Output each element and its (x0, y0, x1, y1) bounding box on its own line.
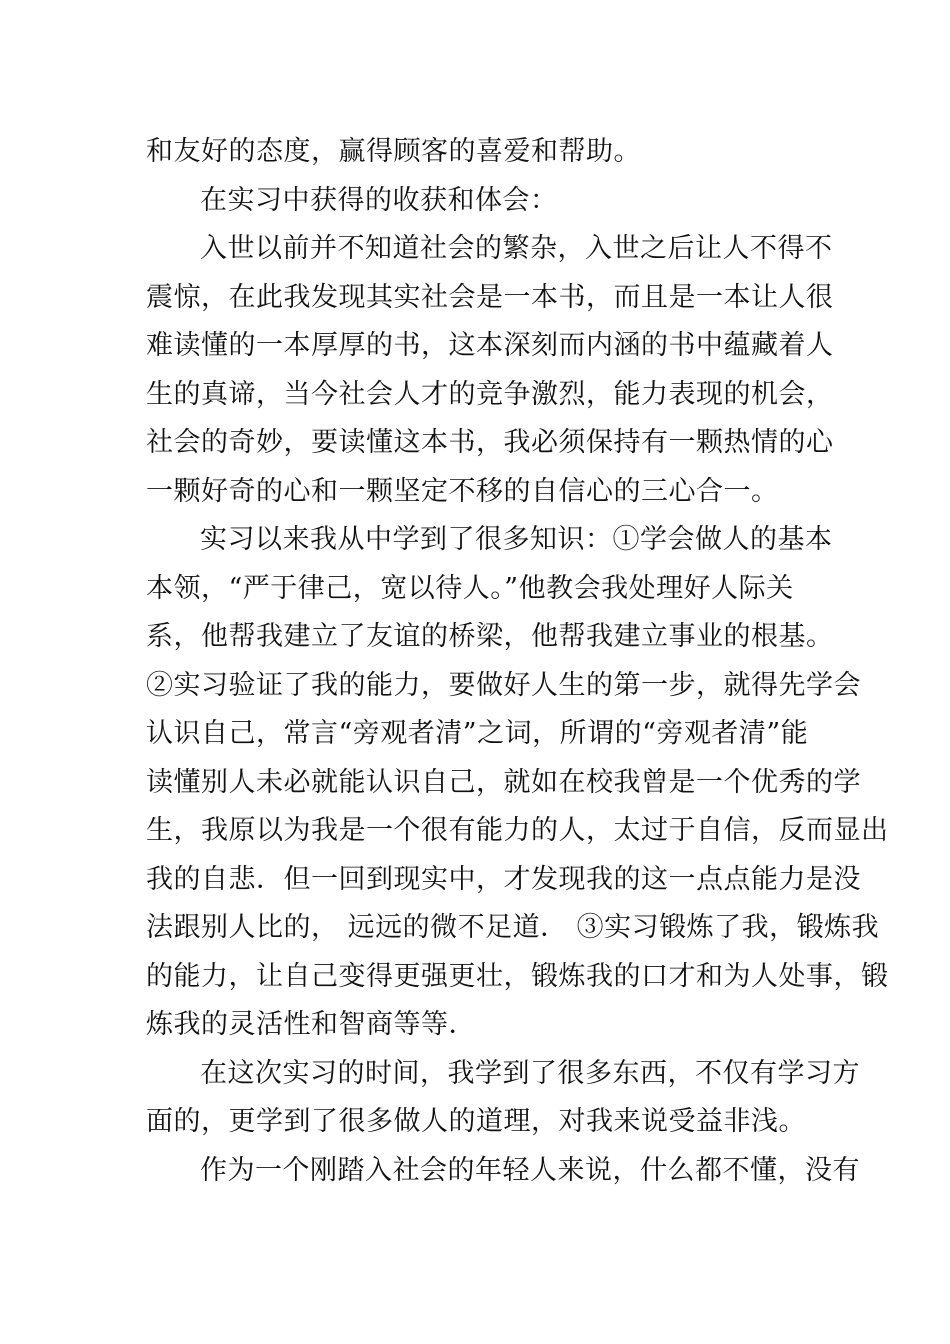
text-line: 在这次实习的时间，我学到了很多东西，不仅有学习方 (200, 1057, 860, 1089)
text-line: 和友好的态度，赢得顾客的喜爱和帮助。 (146, 136, 641, 167)
text-line: ②实习验证了我的能力，要做好人生的第一步，就得先学会 (146, 669, 861, 701)
text-line: 生的真谛，当今社会人才的竞争激烈，能力表现的机会， (146, 378, 834, 410)
text-line: 的能力，让自己变得更强更壮，锻炼我的口才和为人处事，锻 (146, 960, 889, 992)
text-line: 读懂别人未必就能认识自己，就如在校我曾是一个优秀的学 (146, 766, 861, 798)
text-line: 作为一个刚踏入社会的年轻人来说，什么都不懂，没有 (200, 1154, 860, 1186)
text-line: 入世以前并不知道社会的繁杂，入世之后让人不得不 (200, 233, 833, 264)
body-text (146, 128, 889, 1195)
text-line: 实习以来我从中学到了很多知识：①学会做人的基本 (200, 524, 833, 555)
text-line: 一颗好奇的心和一颗坚定不移的自信心的三心合一。 (146, 475, 779, 507)
text-line: 认识自己，常言“旁观者清”之词，所谓的“旁观者清”能 (146, 718, 809, 749)
text-line: 炼我的灵活性和智商等等． (146, 1009, 476, 1040)
text-line: 本领，“严于律己，宽以待人。”他教会我处理好人际关 (146, 572, 794, 604)
text-line: 法跟别人比的， 远远的微不足道． ③实习锻炼了我，锻炼我 (146, 912, 880, 943)
text-line: 系，他帮我建立了友谊的桥梁，他帮我建立事业的根基。 (146, 621, 834, 652)
section-heading: 在实习中获得的收获和体会： (200, 184, 558, 216)
text-line: 社会的奇妙，要读懂这本书，我必须保持有一颗热情的心 (146, 427, 834, 458)
text-line: 我的自悲．但一回到现实中，才发现我的这一点点能力是没 (146, 863, 861, 895)
text-line: 生，我原以为我是一个很有能力的人，太过于自信，反而显出 (146, 815, 889, 846)
text-line: 难读懂的一本厚厚的书，这本深刻而内涵的书中蕴藏着人 (146, 330, 834, 361)
text-line: 震惊，在此我发现其实社会是一本书，而且是一本让人很 (146, 281, 834, 313)
text-line: 面的，更学到了很多做人的道理，对我来说受益非浅。 (146, 1106, 806, 1137)
